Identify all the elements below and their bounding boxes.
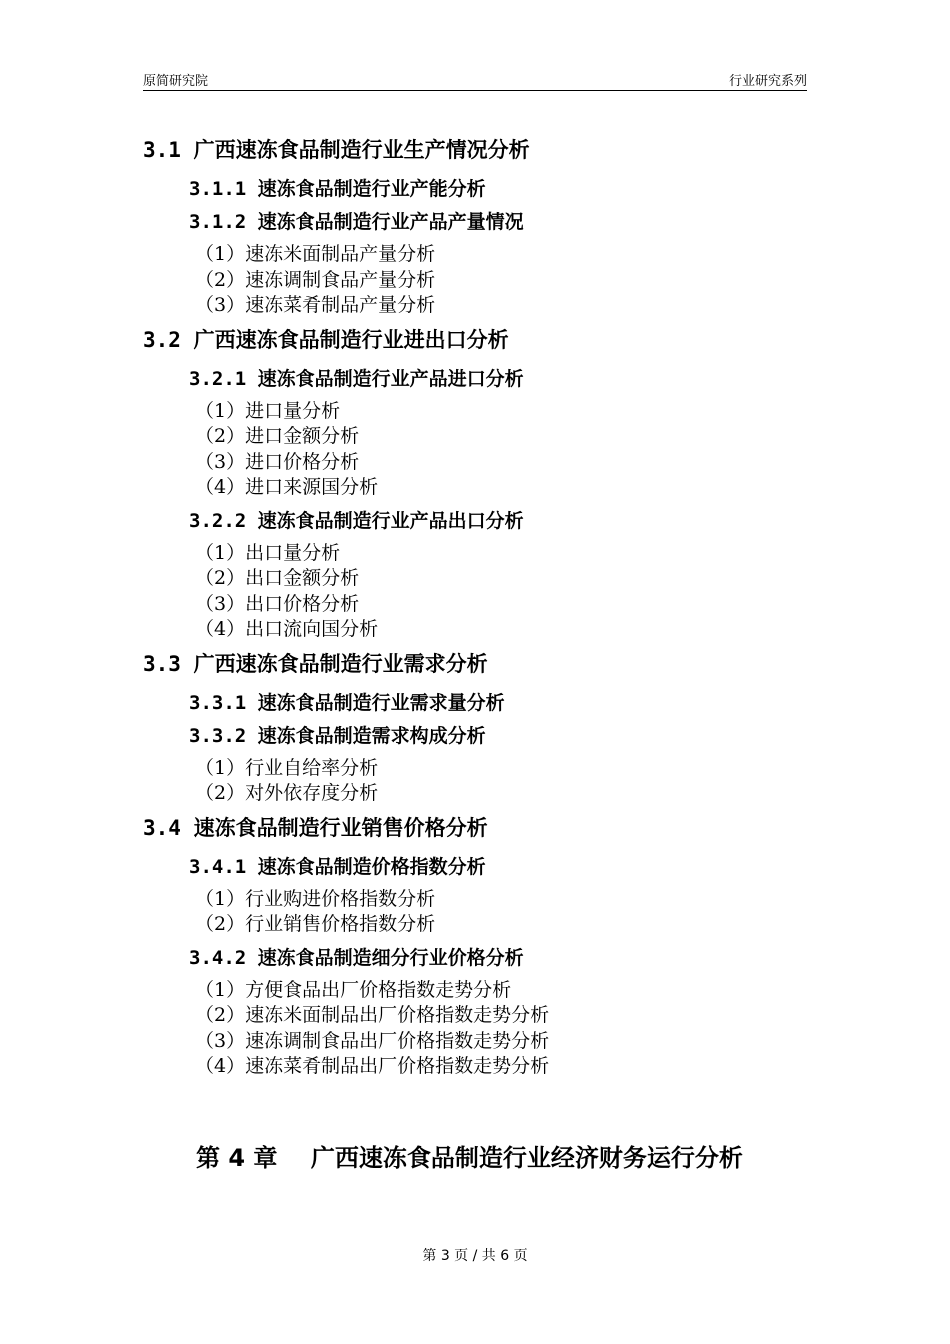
section-number: 3.2 xyxy=(143,327,181,352)
section-heading xyxy=(143,136,823,164)
subsection-heading xyxy=(189,366,823,392)
subsection-title: 速冻食品制造行业产能分析 xyxy=(257,178,486,200)
subsection-group xyxy=(143,366,823,501)
subsection-title: 速冻食品制造行业产品出口分析 xyxy=(257,509,524,532)
subsection-title: 速冻食品制造行业需求量分析 xyxy=(257,691,505,714)
toc-item: （4）出口流向国分析 xyxy=(195,618,379,640)
section-number: 3.1 xyxy=(143,138,181,162)
subsection-group xyxy=(143,854,823,938)
subsection-heading xyxy=(189,723,823,749)
toc-item: （1）行业购进价格指数分析 xyxy=(195,887,436,910)
toc-item: （2）出口金额分析 xyxy=(195,567,360,589)
subsection-heading xyxy=(189,690,823,716)
subsection-heading xyxy=(189,854,823,880)
toc-item: （1）方便食品出厂价格指数走势分析 xyxy=(195,978,512,1001)
subsection-number: 3.1.1 xyxy=(189,178,247,200)
subsection-title: 速冻食品制造行业产品产量情况 xyxy=(257,211,524,233)
section-title: 速冻食品制造行业销售价格分析 xyxy=(193,815,488,840)
toc-item: （1）进口量分析 xyxy=(195,399,341,422)
section-number: 3.3 xyxy=(143,651,181,676)
page-header xyxy=(143,68,807,91)
subsection-group xyxy=(143,209,823,319)
toc-item: （3）进口价格分析 xyxy=(195,450,360,473)
section-heading xyxy=(143,650,823,678)
subsection-group xyxy=(143,176,823,202)
toc-item: （3）速冻调制食品出厂价格指数走势分析 xyxy=(195,1029,550,1052)
header-series: 行业研究系列 xyxy=(728,74,807,89)
page-footer: 第 3 页 / 共 6 页 xyxy=(422,1248,528,1264)
section-title: 广西速冻食品制造行业进出口分析 xyxy=(193,327,509,352)
toc-item: （1）速冻米面制品产量分析 xyxy=(195,243,436,265)
toc-item: （3）出口价格分析 xyxy=(195,592,360,615)
subsection-group xyxy=(143,723,823,807)
section-title: 广西速冻食品制造行业生产情况分析 xyxy=(193,138,530,162)
toc-item: （2）进口金额分析 xyxy=(195,425,360,447)
subsection-heading xyxy=(189,945,823,971)
chapter-heading: 第 4 章 广西速冻食品制造行业经济财务运行分析 xyxy=(196,1144,743,1172)
subsection-number: 3.1.2 xyxy=(189,211,247,233)
section-number: 3.4 xyxy=(143,815,181,840)
subsection-number: 3.3.1 xyxy=(189,691,247,714)
subsection-heading xyxy=(189,176,823,202)
toc-item: （4）速冻菜肴制品出厂价格指数走势分析 xyxy=(195,1055,550,1077)
subsection-title: 速冻食品制造价格指数分析 xyxy=(257,855,486,878)
toc-item: （2）速冻米面制品出厂价格指数走势分析 xyxy=(195,1004,550,1026)
subsection-group xyxy=(143,690,823,716)
subsection-heading xyxy=(189,508,823,534)
toc-item: （2）行业销售价格指数分析 xyxy=(195,913,436,935)
subsection-title: 速冻食品制造细分行业价格分析 xyxy=(257,946,524,969)
toc-item: （2）速冻调制食品产量分析 xyxy=(195,268,436,291)
section-heading xyxy=(143,326,823,354)
subsection-group xyxy=(143,945,823,1080)
subsection-number: 3.3.2 xyxy=(189,724,247,747)
toc-item: （3）速冻菜肴制品产量分析 xyxy=(195,294,436,316)
subsection-number: 3.2.2 xyxy=(189,509,247,532)
subsection-number: 3.2.1 xyxy=(189,367,247,390)
subsection-title: 速冻食品制造行业产品进口分析 xyxy=(257,367,524,390)
toc-item: （2）对外依存度分析 xyxy=(195,782,379,804)
subsection-number: 3.4.1 xyxy=(189,855,247,878)
toc-item: （4）进口来源国分析 xyxy=(195,476,379,498)
section-title: 广西速冻食品制造行业需求分析 xyxy=(193,651,488,676)
toc-content xyxy=(143,136,823,1087)
subsection-title: 速冻食品制造需求构成分析 xyxy=(257,724,486,747)
subsection-heading xyxy=(189,209,823,235)
toc-item: （1）行业自给率分析 xyxy=(195,756,379,779)
section-heading xyxy=(143,814,823,842)
subsection-group xyxy=(143,508,823,643)
toc-item: （1）出口量分析 xyxy=(195,541,341,564)
subsection-number: 3.4.2 xyxy=(189,946,247,969)
header-org: 原简研究院 xyxy=(143,74,209,89)
